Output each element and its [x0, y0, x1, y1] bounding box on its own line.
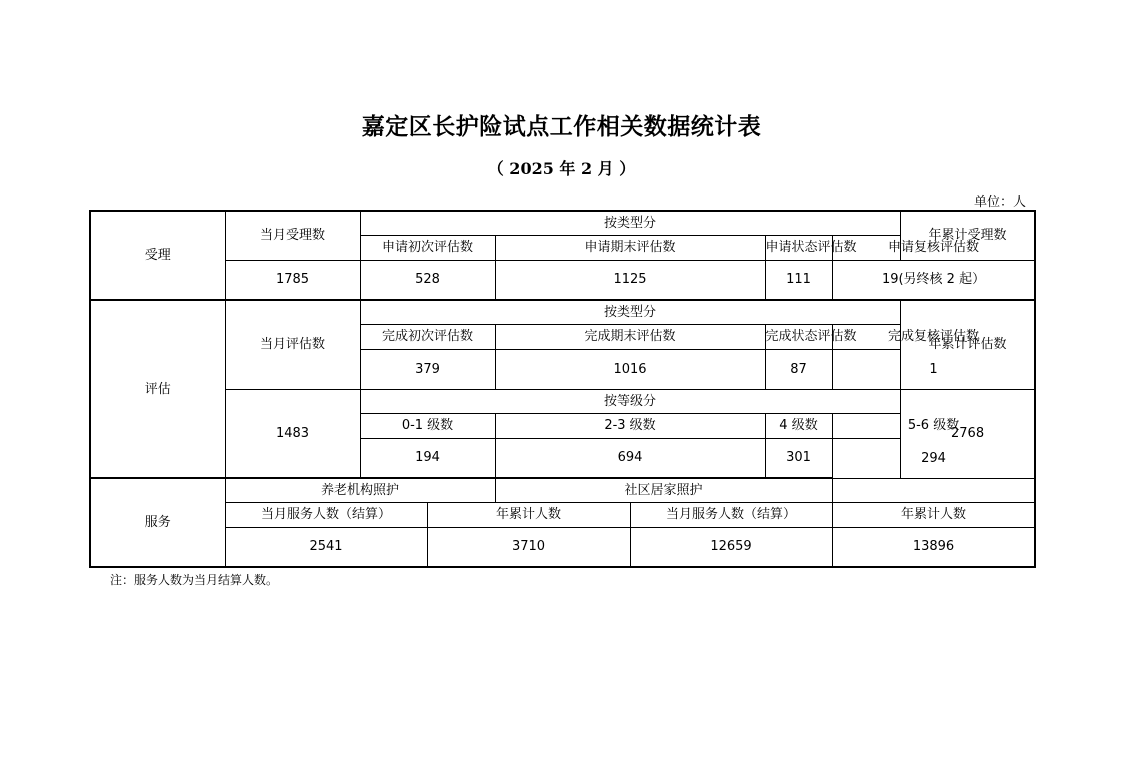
accept-monthly-value: 1785 [225, 260, 360, 300]
service-value: 13896 [832, 527, 1035, 567]
assess-level-value: 694 [495, 438, 765, 478]
assess-type-header: 完成期末评估数 [495, 324, 765, 349]
assess-type-value: 87 [765, 349, 832, 389]
service-value: 3710 [427, 527, 630, 567]
assess-type-header: 完成复核评估数 [832, 324, 1035, 349]
accept-type-header: 申请状态评估数 [765, 235, 832, 260]
category-assess: 评估 [90, 300, 225, 478]
statistics-table [89, 210, 1036, 568]
service-column-header: 年累计人数 [427, 502, 630, 527]
accept-by-type-header: 按类型分 [360, 211, 900, 235]
assess-level-header: 4 级数 [765, 413, 832, 438]
service-value: 12659 [630, 527, 832, 567]
service-column-header: 当月服务人数（结算） [630, 502, 832, 527]
accept-type-header: 申请初次评估数 [360, 235, 495, 260]
accept-yearly-header: 年累计受理数 [900, 211, 1035, 260]
accept-type-header: 申请复核评估数 [832, 235, 1035, 260]
service-value: 2541 [225, 527, 427, 567]
assess-type-value: 1016 [495, 349, 765, 389]
document-title: 嘉定区长护险试点工作相关数据统计表 [361, 113, 762, 140]
service-column-header: 年累计人数 [832, 502, 1035, 527]
assess-monthly-value: 1483 [225, 389, 360, 478]
unit-label: 单位：人 [973, 195, 1026, 210]
footnote: 注：服务人数为当月结算人数。 [110, 573, 279, 587]
accept-type-value: 1125 [495, 260, 765, 300]
assess-yearly-value: 2768 [900, 389, 1035, 478]
assess-level-header: 2-3 级数 [495, 413, 765, 438]
assess-level-header: 0-1 级数 [360, 413, 495, 438]
service-institution-header: 养老机构照护 [225, 478, 495, 502]
assess-yearly-header: 年累计评估数 [900, 300, 1035, 389]
accept-type-header: 申请期末评估数 [495, 235, 765, 260]
assess-level-value: 301 [765, 438, 832, 478]
assess-by-level-header: 按等级分 [360, 389, 900, 413]
assess-type-header: 完成初次评估数 [360, 324, 495, 349]
assess-by-type-header: 按类型分 [360, 300, 900, 324]
assess-monthly-header: 当月评估数 [225, 300, 360, 389]
assess-type-value: 1 [832, 349, 1035, 389]
document-subtitle: （ 2025 年 2 月 ） [487, 159, 636, 178]
category-accept: 受理 [90, 211, 225, 300]
service-home-header: 社区居家照护 [495, 478, 832, 502]
assess-level-value: 294 [832, 438, 1035, 478]
assess-type-value: 379 [360, 349, 495, 389]
assess-level-header: 5-6 级数 [832, 413, 1035, 438]
assess-type-header: 完成状态评估数 [765, 324, 832, 349]
category-service: 服务 [90, 478, 225, 567]
accept-type-value: 528 [360, 260, 495, 300]
assess-level-value: 194 [360, 438, 495, 478]
accept-monthly-header: 当月受理数 [225, 211, 360, 260]
accept-type-value: 19(另终核 2 起） [832, 260, 1035, 300]
service-column-header: 当月服务人数（结算） [225, 502, 427, 527]
accept-type-value: 111 [765, 260, 832, 300]
